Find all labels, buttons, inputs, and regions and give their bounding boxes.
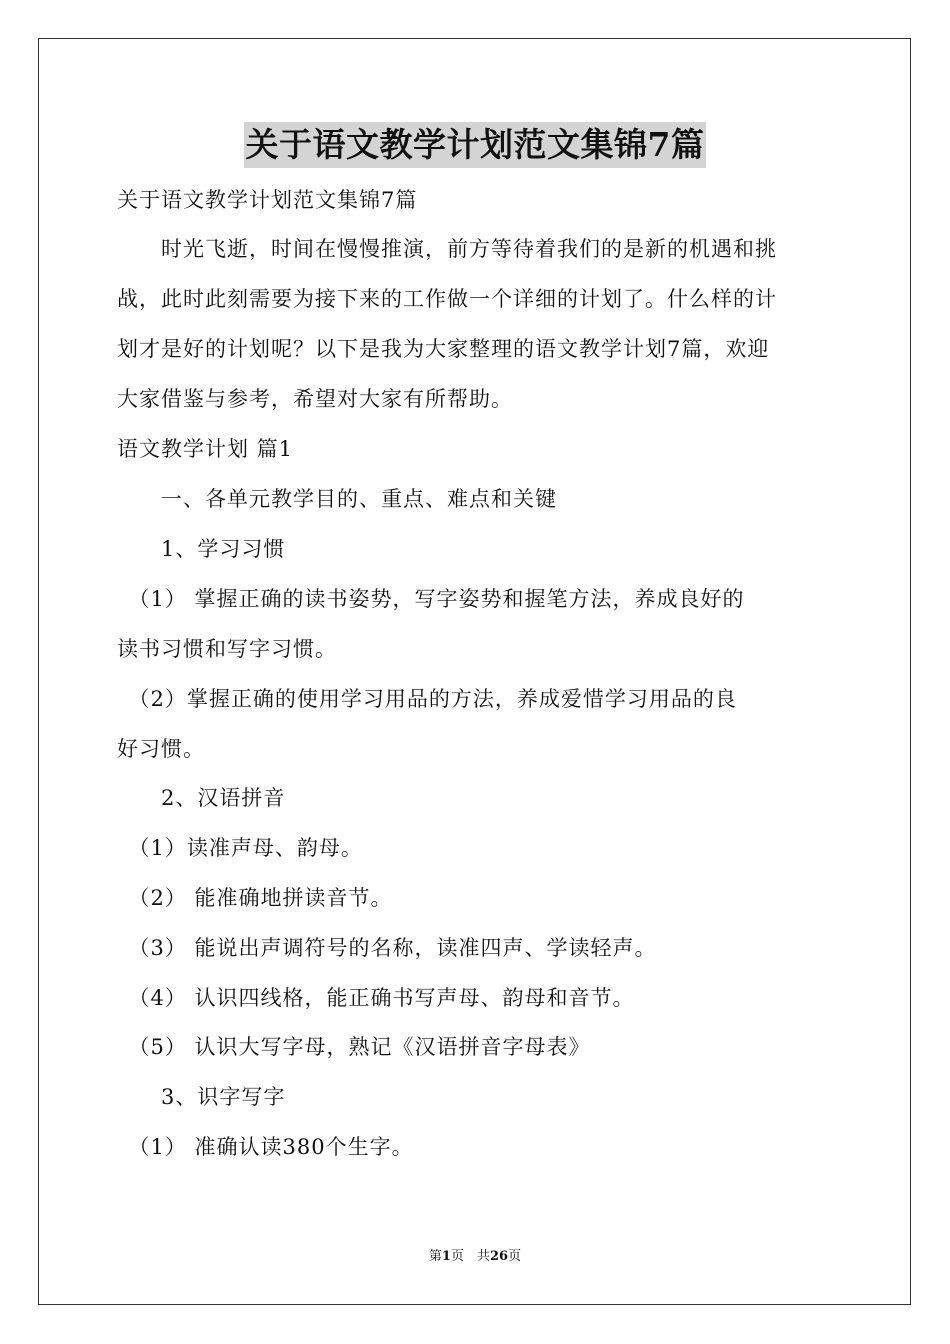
footer-page-suffix: 页 共 bbox=[450, 1249, 490, 1264]
body-line: 一、各单元教学目的、重点、难点和关键 bbox=[117, 487, 557, 511]
body-line: 3、识字写字 bbox=[117, 1085, 286, 1109]
title-container bbox=[0, 122, 950, 168]
page-footer bbox=[0, 1248, 950, 1266]
body-line: （1） 准确认读380个生字。 bbox=[117, 1135, 414, 1159]
body-line: 2、汉语拼音 bbox=[117, 786, 286, 810]
page-border bbox=[38, 38, 911, 1305]
document-title: 关于语文教学计划范文集锦7篇 bbox=[244, 122, 707, 168]
body-line: 划才是好的计划呢？以下是我为大家整理的语文教学计划7篇，欢迎 bbox=[117, 337, 770, 361]
body-line: 好习惯。 bbox=[117, 737, 205, 761]
footer-total-pages: 26 bbox=[489, 1249, 509, 1264]
body-line: 1、学习习惯 bbox=[117, 537, 286, 561]
footer-page-number: 1 bbox=[441, 1249, 451, 1264]
body-line: （2）掌握正确的使用学习用品的方法，养成爱惜学习用品的良 bbox=[117, 687, 737, 711]
body-line: （2） 能准确地拼读音节。 bbox=[117, 886, 393, 910]
body-line: 读书习惯和写字习惯。 bbox=[117, 637, 337, 661]
body-line: （4） 认识四线格，能正确书写声母、韵母和音节。 bbox=[117, 986, 635, 1010]
body-line: （3） 能说出声调符号的名称，读准四声、学读轻声。 bbox=[117, 936, 657, 960]
subtitle-line: 关于语文教学计划范文集锦7篇 bbox=[117, 188, 418, 212]
body-line: （5） 认识大写字母，熟记《汉语拼音字母表》 bbox=[117, 1035, 591, 1059]
body-line: 大家借鉴与参考，希望对大家有所帮助。 bbox=[117, 387, 513, 411]
body-line: 时光飞逝，时间在慢慢推演，前方等待着我们的是新的机遇和挑 bbox=[117, 237, 777, 261]
body-line: （1） 掌握正确的读书姿势，写字姿势和握笔方法，养成良好的 bbox=[117, 587, 745, 611]
footer-prefix: 第 bbox=[428, 1249, 442, 1264]
footer-total-suffix: 页 bbox=[508, 1249, 522, 1264]
body-line: （1）读准声母、韵母。 bbox=[117, 836, 363, 860]
body-line: 战，此时此刻需要为接下来的工作做一个详细的计划了。什么样的计 bbox=[117, 287, 777, 311]
section-heading: 语文教学计划 篇1 bbox=[117, 437, 294, 461]
